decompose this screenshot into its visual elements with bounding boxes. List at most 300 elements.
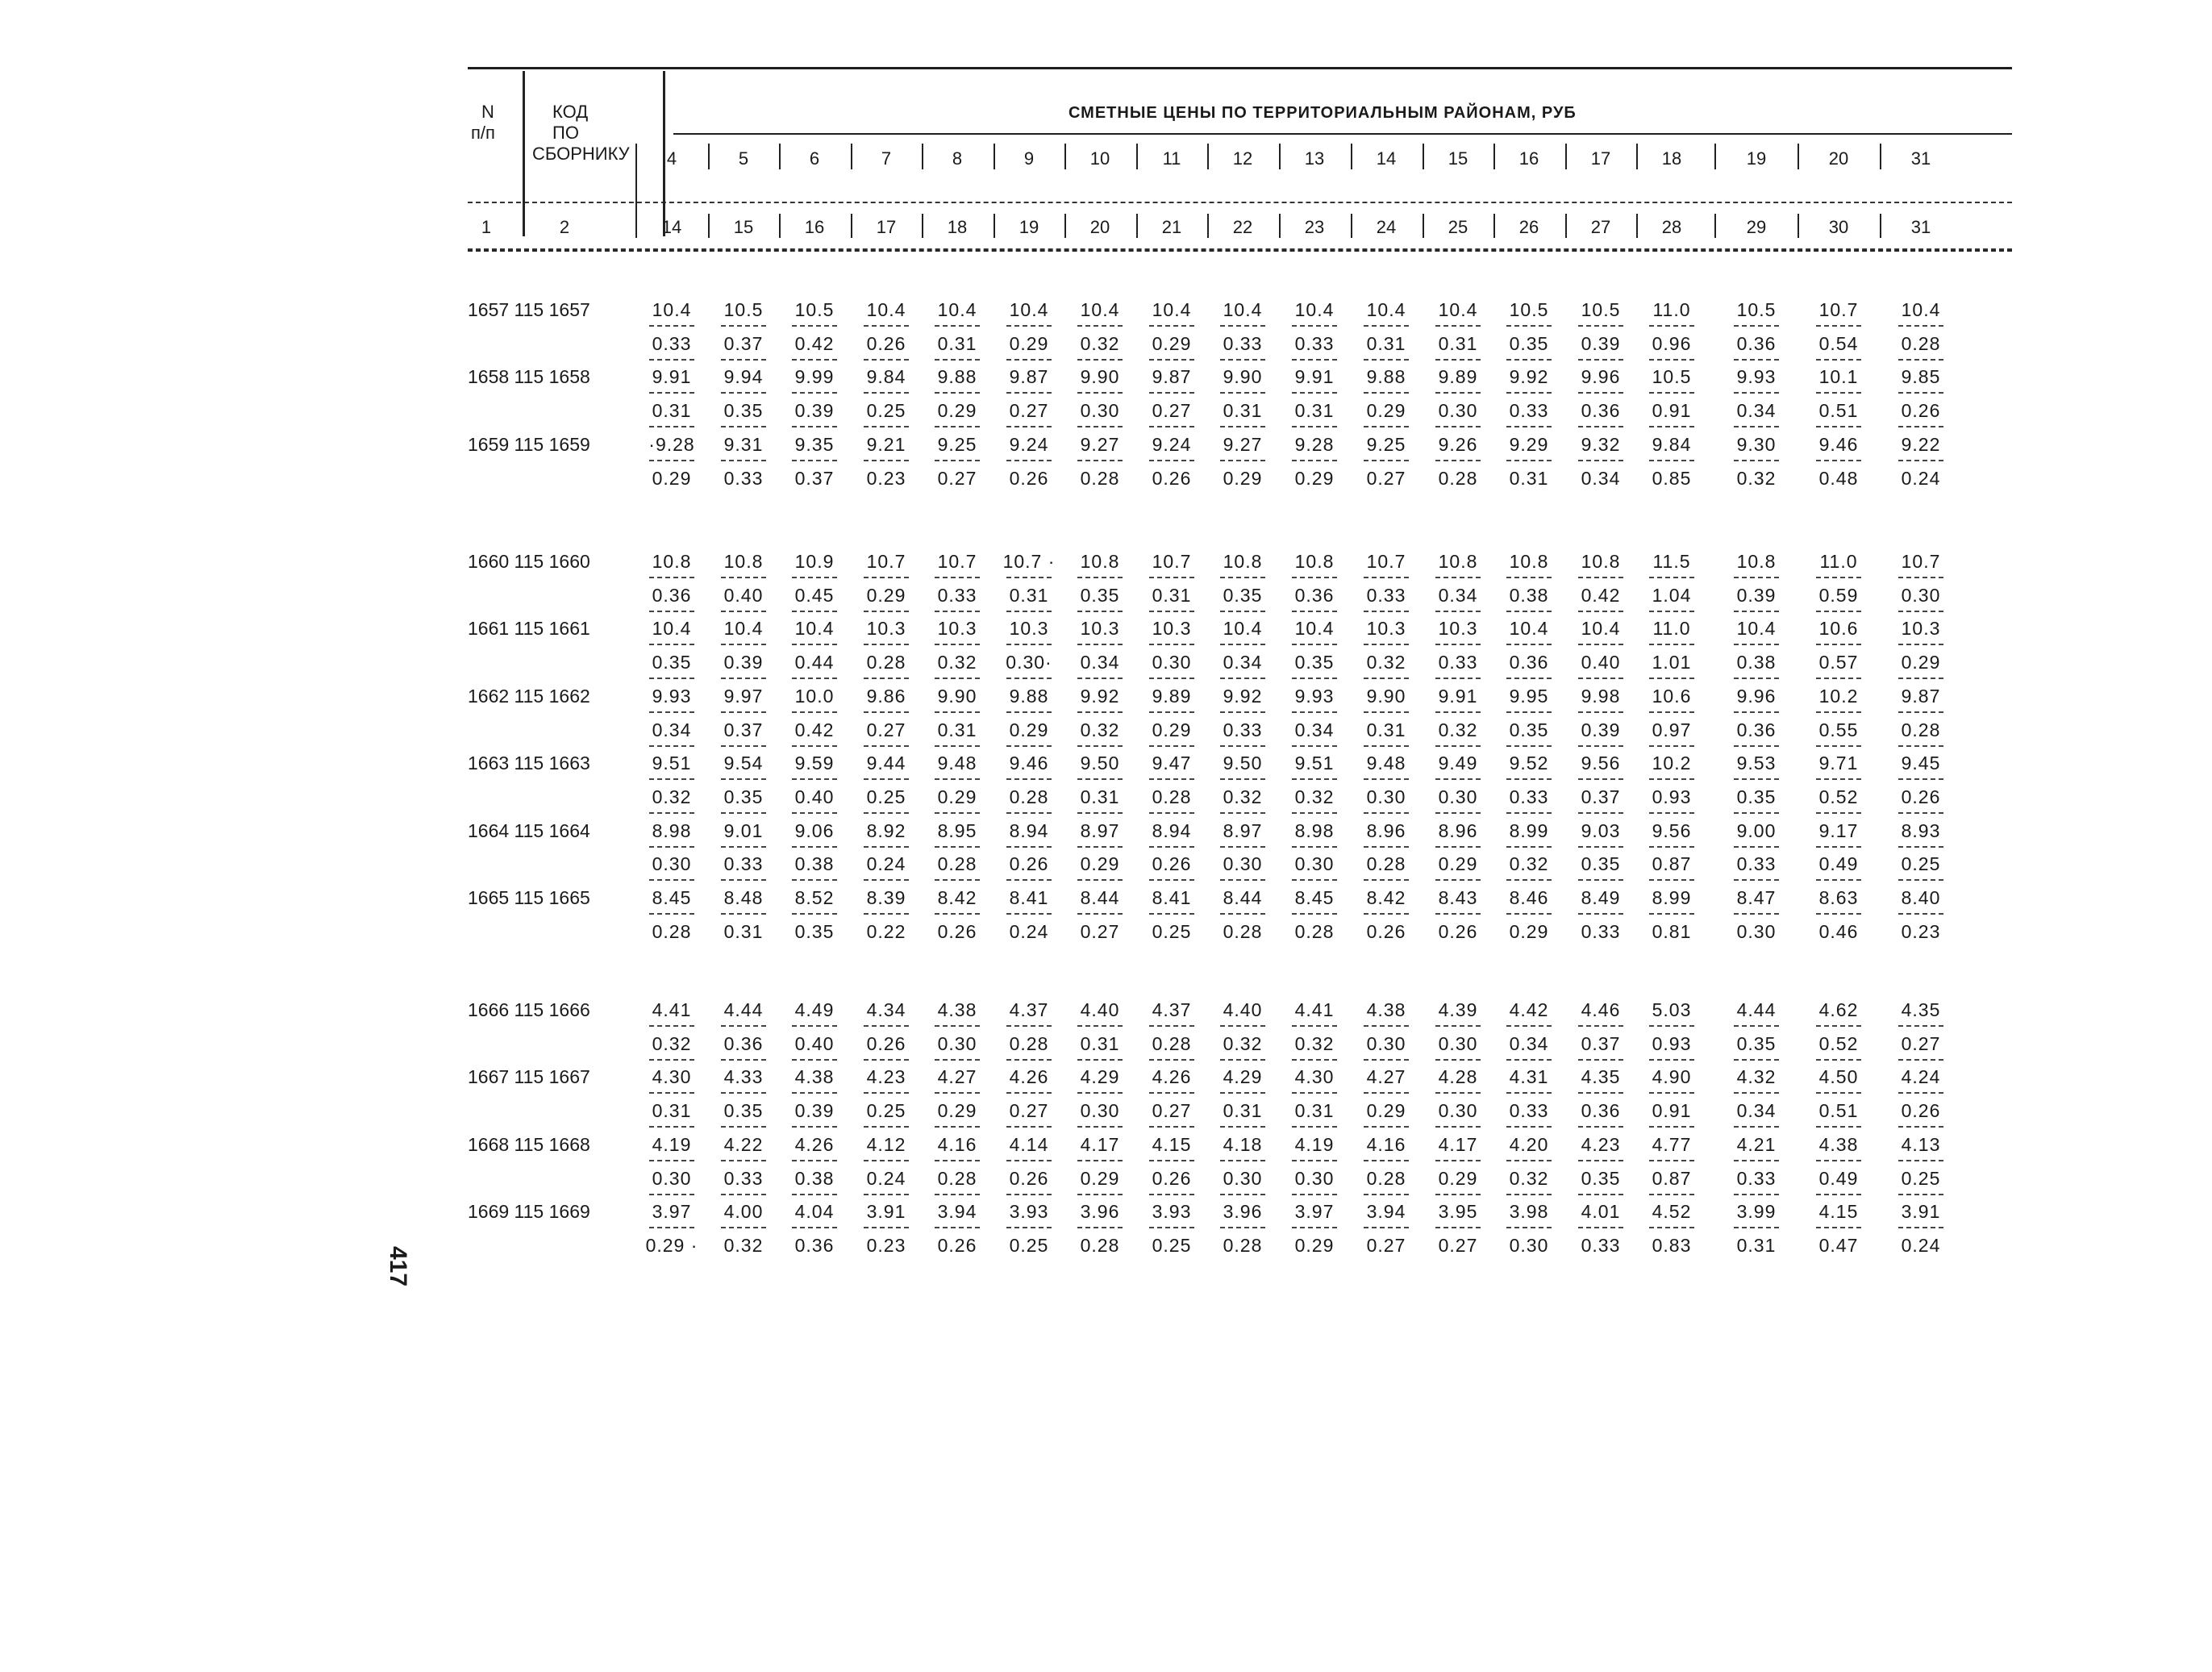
fraction-dash xyxy=(935,913,980,915)
price-cell: 0.38 xyxy=(794,1167,835,1189)
fraction-dash xyxy=(935,1194,980,1195)
fraction-dash xyxy=(1578,678,1623,679)
fraction-dash xyxy=(864,1160,909,1161)
fraction-dash xyxy=(1816,711,1861,713)
fraction-dash xyxy=(1734,913,1779,915)
price-cell: 4.27 xyxy=(1366,1066,1406,1088)
fraction-dash xyxy=(792,678,837,679)
fraction-dash xyxy=(1149,359,1194,361)
price-cell: 0.39 xyxy=(1581,719,1621,740)
fraction-dash xyxy=(792,460,837,461)
price-cell: 0.26 xyxy=(1366,920,1406,942)
header-col-separator xyxy=(1064,144,1066,169)
price-cell: 0.36 xyxy=(1581,1100,1621,1122)
fraction-dash xyxy=(935,745,980,747)
price-cell: 3.95 xyxy=(1438,1201,1478,1223)
price-cell: 0.51 xyxy=(1818,400,1859,422)
price-cell: 3.99 xyxy=(1736,1201,1777,1223)
fraction-dash xyxy=(1006,745,1052,747)
np-label-2: п/п xyxy=(471,123,495,143)
price-cell: 0.31 xyxy=(1080,786,1120,807)
fraction-dash xyxy=(1898,812,1943,814)
price-cell: 0.31 xyxy=(1294,400,1335,422)
fraction-dash xyxy=(1435,846,1481,848)
price-cell: 9.98 xyxy=(1581,685,1621,707)
fraction-dash xyxy=(1077,1025,1123,1027)
price-cell: 0.37 xyxy=(1581,786,1621,807)
fraction-dash xyxy=(1435,1092,1481,1094)
price-cell: 0.32 xyxy=(1366,652,1406,673)
fraction-dash xyxy=(1077,426,1123,427)
fraction-dash xyxy=(1506,745,1552,747)
fraction-dash xyxy=(649,879,694,881)
fraction-dash xyxy=(1649,1160,1694,1161)
index-col-separator xyxy=(1279,214,1281,238)
price-cell: 8.98 xyxy=(652,819,692,841)
fraction-dash xyxy=(1220,359,1265,361)
fraction-dash xyxy=(1578,577,1623,578)
fraction-dash xyxy=(864,812,909,814)
price-cell: 9.00 xyxy=(1736,819,1777,841)
header-bottom-rule xyxy=(468,250,2012,252)
price-cell: 0.28 xyxy=(1438,467,1478,489)
price-cell: 8.47 xyxy=(1736,887,1777,908)
fraction-dash xyxy=(864,745,909,747)
price-cell: 10.7 xyxy=(1366,551,1406,572)
fraction-dash xyxy=(1816,359,1861,361)
column-index: 14 xyxy=(661,217,682,237)
fraction-dash xyxy=(1149,460,1194,461)
fraction-dash xyxy=(935,678,980,679)
price-cell: 8.49 xyxy=(1581,887,1621,908)
price-cell: 9.93 xyxy=(1736,366,1777,388)
price-cell: 0.29 xyxy=(1294,467,1335,489)
price-cell: 3.94 xyxy=(1366,1201,1406,1223)
price-cell: 0.33 xyxy=(723,853,764,875)
price-cell: 9.26 xyxy=(1438,433,1478,455)
price-cell: 8.95 xyxy=(937,819,977,841)
price-cell: 1.04 xyxy=(1652,584,1692,606)
price-cell: 9.92 xyxy=(1080,685,1120,707)
fraction-dash xyxy=(721,778,766,780)
price-cell: 4.44 xyxy=(723,999,764,1020)
fraction-dash xyxy=(1649,325,1694,327)
price-cell: 10.3 xyxy=(866,618,906,640)
price-cell: 0.25 xyxy=(866,1100,906,1122)
price-cell: 3.96 xyxy=(1223,1201,1263,1223)
fraction-dash xyxy=(1220,846,1265,848)
fraction-dash xyxy=(721,460,766,461)
district-number: 17 xyxy=(1590,148,1611,169)
price-cell: 0.31 xyxy=(652,1100,692,1122)
price-cell: 9.22 xyxy=(1901,433,1941,455)
fraction-dash xyxy=(1292,392,1337,394)
fraction-dash xyxy=(1077,913,1123,915)
district-number: 11 xyxy=(1162,148,1181,169)
price-cell: 10.7 xyxy=(1901,551,1941,572)
fraction-dash xyxy=(1734,711,1779,713)
fraction-dash xyxy=(864,1227,909,1228)
price-cell: 0.30 xyxy=(652,853,692,875)
price-cell: 9.27 xyxy=(1223,433,1263,455)
column-index: 18 xyxy=(947,217,968,237)
fraction-dash xyxy=(1816,913,1861,915)
price-cell: 3.91 xyxy=(866,1201,906,1223)
price-cell: 0.26 xyxy=(1009,853,1049,875)
price-cell: 3.91 xyxy=(1901,1201,1941,1223)
fraction-dash xyxy=(721,392,766,394)
fraction-dash xyxy=(649,778,694,780)
price-cell: 0.87 xyxy=(1652,1167,1692,1189)
fraction-dash xyxy=(721,1227,766,1228)
price-cell: 8.99 xyxy=(1509,819,1549,841)
fraction-dash xyxy=(721,1194,766,1195)
fraction-dash xyxy=(1220,1227,1265,1228)
fraction-dash xyxy=(1816,1194,1861,1195)
price-cell: 0.33 xyxy=(1438,652,1478,673)
fraction-dash xyxy=(1506,1194,1552,1195)
price-cell: 9.52 xyxy=(1509,753,1549,774)
fraction-dash xyxy=(1649,426,1694,427)
fraction-dash xyxy=(649,1160,694,1161)
fraction-dash xyxy=(1734,577,1779,578)
price-cell: 4.50 xyxy=(1818,1066,1859,1088)
fraction-dash xyxy=(792,711,837,713)
row-code: 1669 115 1669 xyxy=(468,1201,590,1223)
price-cell: 4.24 xyxy=(1901,1066,1941,1088)
price-cell: 9.25 xyxy=(1366,433,1406,455)
fraction-dash xyxy=(935,1092,980,1094)
fraction-dash xyxy=(1149,678,1194,679)
index-col-separator xyxy=(1493,214,1495,238)
price-cell: 8.94 xyxy=(1009,819,1049,841)
fraction-dash xyxy=(792,426,837,427)
price-cell: 9.56 xyxy=(1581,753,1621,774)
fraction-dash xyxy=(1006,325,1052,327)
index-col-separator xyxy=(779,214,781,238)
price-cell: 0.35 xyxy=(1736,786,1777,807)
price-cell: 10.4 xyxy=(723,618,764,640)
price-cell: 9.51 xyxy=(1294,753,1335,774)
fraction-dash xyxy=(1898,1160,1943,1161)
price-cell: 0.23 xyxy=(1901,920,1941,942)
price-cell: 0.35 xyxy=(1581,1167,1621,1189)
price-cell: 0.40 xyxy=(794,786,835,807)
fraction-dash xyxy=(721,644,766,645)
fraction-dash xyxy=(1364,325,1409,327)
fraction-dash xyxy=(1734,678,1779,679)
fraction-dash xyxy=(792,778,837,780)
price-cell: 4.41 xyxy=(1294,999,1335,1020)
price-cell: 0.32 xyxy=(1080,332,1120,354)
price-cell: 0.30 xyxy=(937,1032,977,1054)
code-label-2: ПО xyxy=(552,123,579,143)
column-index: 30 xyxy=(1828,217,1849,237)
fraction-dash xyxy=(1435,359,1481,361)
price-cell: 0.29 xyxy=(1438,853,1478,875)
fraction-dash xyxy=(1898,426,1943,427)
header-col-separator xyxy=(1636,144,1638,169)
price-cell: 0.32 xyxy=(1736,467,1777,489)
price-cell: 3.98 xyxy=(1509,1201,1549,1223)
price-cell: 0.35 xyxy=(1294,652,1335,673)
price-cell: 4.30 xyxy=(652,1066,692,1088)
price-cell: 0.35 xyxy=(723,400,764,422)
fraction-dash xyxy=(649,913,694,915)
price-cell: 0.55 xyxy=(1818,719,1859,740)
np-label-1: N xyxy=(481,102,494,122)
fraction-dash xyxy=(721,711,766,713)
price-cell: 0.32 xyxy=(1223,1032,1263,1054)
price-cell: 0.24 xyxy=(866,1167,906,1189)
fraction-dash xyxy=(1292,1025,1337,1027)
fraction-dash xyxy=(1149,325,1194,327)
fraction-dash xyxy=(1578,711,1623,713)
fraction-dash xyxy=(1578,1025,1623,1027)
fraction-dash xyxy=(1292,577,1337,578)
header-col-separator xyxy=(779,144,781,169)
price-cell: 0.27 xyxy=(1080,920,1120,942)
price-cell: 9.84 xyxy=(1652,433,1692,455)
fraction-dash xyxy=(1077,392,1123,394)
price-cell: 0.26 xyxy=(866,1032,906,1054)
fraction-dash xyxy=(1435,711,1481,713)
fraction-dash xyxy=(935,1160,980,1161)
price-cell: 10.4 xyxy=(866,299,906,320)
price-cell: 0.30 xyxy=(1152,652,1192,673)
price-cell: 4.26 xyxy=(1009,1066,1049,1088)
header-col-separator xyxy=(1493,144,1495,169)
price-cell: 9.01 xyxy=(723,819,764,841)
fraction-dash xyxy=(1435,913,1481,915)
fraction-dash xyxy=(1364,392,1409,394)
price-cell: 0.34 xyxy=(1223,652,1263,673)
price-cell: 10.5 xyxy=(794,299,835,320)
fraction-dash xyxy=(649,846,694,848)
fraction-dash xyxy=(649,1025,694,1027)
price-cell: 10.8 xyxy=(1581,551,1621,572)
price-cell: 0.28 xyxy=(1152,786,1192,807)
price-cell: 0.57 xyxy=(1818,652,1859,673)
header-col-separator xyxy=(708,144,710,169)
price-cell: 0.39 xyxy=(723,652,764,673)
price-cell: 0.27 xyxy=(937,467,977,489)
fraction-dash xyxy=(1734,745,1779,747)
price-cell: 4.15 xyxy=(1152,1133,1192,1155)
fraction-dash xyxy=(1506,1092,1552,1094)
price-cell: 0.96 xyxy=(1652,332,1692,354)
code-label-1: КОД xyxy=(552,102,589,122)
price-cell: 9.88 xyxy=(1009,685,1049,707)
fraction-dash xyxy=(1578,1092,1623,1094)
price-cell: 0.30· xyxy=(1006,652,1052,673)
price-cell: 9.91 xyxy=(652,366,692,388)
fraction-dash xyxy=(1077,325,1123,327)
fraction-dash xyxy=(1364,678,1409,679)
price-cell: 0.33 xyxy=(1509,400,1549,422)
fraction-dash xyxy=(792,392,837,394)
price-cell: 10.5 xyxy=(1581,299,1621,320)
price-cell: 10.4 xyxy=(1901,299,1941,320)
price-cell: 0.32 xyxy=(1223,786,1263,807)
fraction-dash xyxy=(1364,846,1409,848)
fraction-dash xyxy=(1364,1025,1409,1027)
price-cell: 9.50 xyxy=(1080,753,1120,774)
price-cell: 0.26 xyxy=(937,920,977,942)
fraction-dash xyxy=(721,1126,766,1128)
fraction-dash xyxy=(649,711,694,713)
price-cell: 9.47 xyxy=(1152,753,1192,774)
price-cell: 0.32 xyxy=(1080,719,1120,740)
fraction-dash xyxy=(1077,1126,1123,1128)
fraction-dash xyxy=(1077,1194,1123,1195)
fraction-dash xyxy=(1898,392,1943,394)
fraction-dash xyxy=(1364,1126,1409,1128)
price-cell: 0.29 xyxy=(937,400,977,422)
price-cell: 9.06 xyxy=(794,819,835,841)
price-cell: 0.36 xyxy=(652,584,692,606)
price-cell: 0.91 xyxy=(1652,400,1692,422)
price-cell: 8.63 xyxy=(1818,887,1859,908)
fraction-dash xyxy=(1435,611,1481,612)
fraction-dash xyxy=(864,1126,909,1128)
price-cell: 0.36 xyxy=(1581,400,1621,422)
header-col-separator xyxy=(1207,144,1209,169)
price-cell: 0.30 xyxy=(1223,853,1263,875)
price-cell: 8.40 xyxy=(1901,887,1941,908)
fraction-dash xyxy=(1220,913,1265,915)
column-index: 28 xyxy=(1661,217,1682,237)
fraction-dash xyxy=(935,1059,980,1061)
price-cell: 0.40 xyxy=(1581,652,1621,673)
price-cell: 0.54 xyxy=(1818,332,1859,354)
price-cell: 8.96 xyxy=(1366,819,1406,841)
fraction-dash xyxy=(1649,879,1694,881)
price-cell: 0.24 xyxy=(866,853,906,875)
fraction-dash xyxy=(1292,359,1337,361)
price-cell: 9.45 xyxy=(1901,753,1941,774)
price-cell: 0.34 xyxy=(1509,1032,1549,1054)
price-cell: 10.4 xyxy=(1509,618,1549,640)
fraction-dash xyxy=(1734,1025,1779,1027)
price-cell: 0.35 xyxy=(1509,332,1549,354)
price-cell: 4.62 xyxy=(1818,999,1859,1020)
fraction-dash xyxy=(1149,1227,1194,1228)
fraction-dash xyxy=(1220,392,1265,394)
price-cell: 0.29 xyxy=(1152,719,1192,740)
fraction-dash xyxy=(1578,1059,1623,1061)
column-index: 25 xyxy=(1448,217,1468,237)
fraction-dash xyxy=(1734,1059,1779,1061)
fraction-dash xyxy=(1816,1227,1861,1228)
price-cell: 9.54 xyxy=(723,753,764,774)
price-cell: 9.25 xyxy=(937,433,977,455)
price-cell: 0.49 xyxy=(1818,853,1859,875)
price-cell: 0.29 xyxy=(1080,853,1120,875)
price-cell: 4.46 xyxy=(1581,999,1621,1020)
fraction-dash xyxy=(649,359,694,361)
fraction-dash xyxy=(864,611,909,612)
price-cell: 0.24 xyxy=(1009,920,1049,942)
fraction-dash xyxy=(935,611,980,612)
price-cell: 0.32 xyxy=(652,1032,692,1054)
price-cell: 8.99 xyxy=(1652,887,1692,908)
fraction-dash xyxy=(935,879,980,881)
fraction-dash xyxy=(1292,913,1337,915)
price-cell: 10.4 xyxy=(1294,618,1335,640)
price-cell: 0.37 xyxy=(1581,1032,1621,1054)
table-title: СМЕТНЫЕ ЦЕНЫ ПО ТЕРРИТОРИАЛЬНЫМ РАЙОНАМ, РУБ xyxy=(1069,104,1577,122)
fraction-dash xyxy=(1006,1227,1052,1228)
fraction-dash xyxy=(1077,1092,1123,1094)
fraction-dash xyxy=(792,846,837,848)
price-cell: 9.35 xyxy=(794,433,835,455)
fraction-dash xyxy=(1149,1194,1194,1195)
price-cell: 9.56 xyxy=(1652,819,1692,841)
header-col-separator xyxy=(922,144,923,169)
price-cell: 9.93 xyxy=(652,685,692,707)
fraction-dash xyxy=(1077,1227,1123,1228)
column-index: 19 xyxy=(1019,217,1039,237)
fraction-dash xyxy=(1292,1092,1337,1094)
price-cell: 0.23 xyxy=(866,1234,906,1256)
price-cell: 0.37 xyxy=(723,719,764,740)
price-cell: 4.17 xyxy=(1080,1133,1120,1155)
fraction-dash xyxy=(1077,460,1123,461)
price-cell: 4.23 xyxy=(866,1066,906,1088)
price-cell: 0.26 xyxy=(1438,920,1478,942)
index-col-separator xyxy=(1636,214,1638,238)
fraction-dash xyxy=(1077,678,1123,679)
price-cell: 4.49 xyxy=(794,999,835,1020)
price-cell: 0.33 xyxy=(1366,584,1406,606)
fraction-dash xyxy=(1649,913,1694,915)
fraction-dash xyxy=(1292,711,1337,713)
fraction-dash xyxy=(649,611,694,612)
price-cell: 0.35 xyxy=(1581,853,1621,875)
column-index: 23 xyxy=(1304,217,1325,237)
fraction-dash xyxy=(1578,1160,1623,1161)
price-cell: 0.32 xyxy=(1438,719,1478,740)
price-cell: 0.48 xyxy=(1818,467,1859,489)
fraction-dash xyxy=(792,913,837,915)
price-cell: 8.42 xyxy=(937,887,977,908)
fraction-dash xyxy=(1149,644,1194,645)
fraction-dash xyxy=(1649,1194,1694,1195)
fraction-dash xyxy=(1292,611,1337,612)
fraction-dash xyxy=(864,1194,909,1195)
price-cell: 10.4 xyxy=(1438,299,1478,320)
district-number: 19 xyxy=(1746,148,1767,169)
price-cell: 0.27 xyxy=(1009,1100,1049,1122)
price-cell: 0.29 xyxy=(1509,920,1549,942)
price-cell: 0.24 xyxy=(1901,1234,1941,1256)
fraction-dash xyxy=(1506,913,1552,915)
price-cell: 10.5 xyxy=(1509,299,1549,320)
fraction-dash xyxy=(1149,846,1194,848)
column-index: 20 xyxy=(1089,217,1110,237)
price-cell: 0.36 xyxy=(1509,652,1549,673)
fraction-dash xyxy=(721,812,766,814)
fraction-dash xyxy=(721,426,766,427)
price-cell: 0.34 xyxy=(1581,467,1621,489)
price-cell: 0.36 xyxy=(723,1032,764,1054)
fraction-dash xyxy=(1649,611,1694,612)
price-cell: 0.28 xyxy=(1294,920,1335,942)
column-index: 17 xyxy=(876,217,897,237)
district-number: 31 xyxy=(1910,148,1931,169)
fraction-dash xyxy=(792,1025,837,1027)
